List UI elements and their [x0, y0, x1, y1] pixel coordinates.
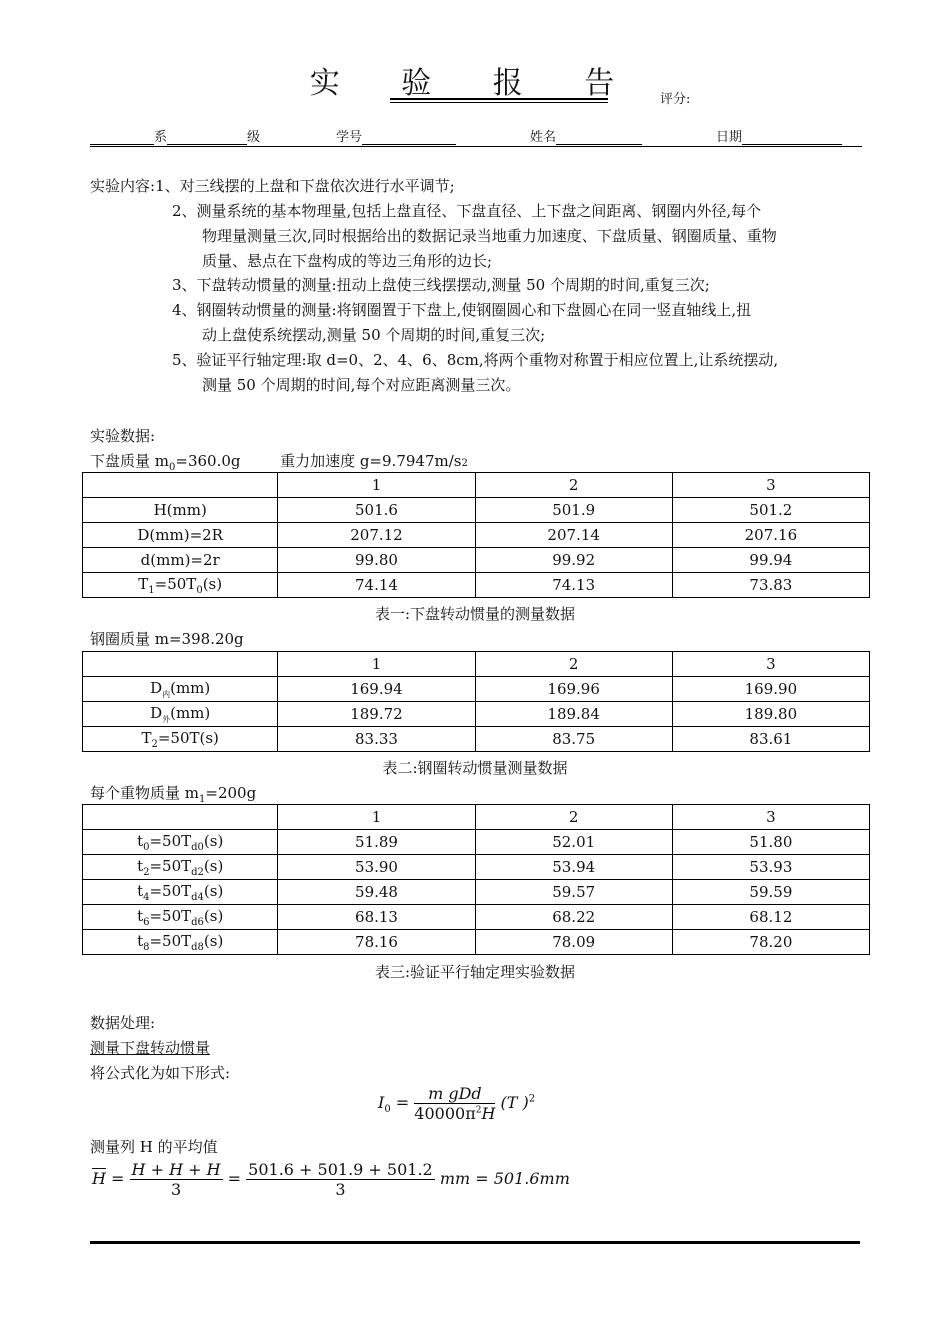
score-label: 评分:: [660, 92, 691, 107]
table-header-cell: 3: [672, 473, 869, 498]
row-label: $D_内(mm)$: [83, 677, 278, 702]
table-cell: 207.14: [475, 523, 672, 548]
table-cell: 169.96: [475, 677, 672, 702]
table-header-cell: 3: [672, 805, 869, 830]
table-row: [83, 880, 870, 905]
table-header-cell: 1: [278, 805, 475, 830]
name-field[interactable]: 姓名: [530, 126, 642, 145]
row-label: d(mm)=2r: [83, 548, 278, 573]
table-2: [82, 651, 870, 752]
table-cell: 51.80: [672, 830, 869, 855]
table-header-cell: 2: [475, 805, 672, 830]
table-cell: 74.13: [475, 573, 672, 598]
student-id-field[interactable]: 学号: [336, 126, 456, 145]
table-header-row: [83, 473, 870, 498]
table-cell: 68.22: [475, 905, 672, 930]
table-cell: 59.48: [278, 880, 475, 905]
table-cell: 169.90: [672, 677, 869, 702]
data-label: 实验数据:: [90, 427, 156, 445]
row-label: $D_外(mm)$: [83, 702, 278, 727]
table-header-cell: [83, 473, 278, 498]
table-cell: 78.09: [475, 930, 672, 955]
table-header-cell: 2: [475, 652, 672, 677]
content-item-3: 3、下盘转动惯量的测量:扭动上盘使三线摆摆动,测量 50 个周期的时间,重复三次;: [172, 276, 710, 294]
table-row: [83, 905, 870, 930]
title-underline: [390, 98, 608, 100]
content-label: 实验内容:1、对三线摆的上盘和下盘依次进行水平调节;: [90, 177, 455, 195]
table-cell: 501.9: [475, 498, 672, 523]
table-cell: 189.84: [475, 702, 672, 727]
table-row: [83, 702, 870, 727]
table-cell: 99.80: [278, 548, 475, 573]
content-item-5: 5、验证平行轴定理:取 d=0、2、4、6、8cm,将两个重物对称置于相应位置上,让系统摆动, 测量 50 个周期的时间,每个对应距离测量三次。: [172, 351, 779, 394]
row-label: $T_1=50T_0(s)$: [83, 573, 278, 598]
table-header-cell: [83, 652, 278, 677]
row-label: D(mm)=2R: [83, 523, 278, 548]
table2-preamble: 钢圈质量 m=398.20g: [90, 630, 244, 648]
table1-caption: 表一:下盘转动惯量的测量数据: [374, 605, 576, 623]
table-cell: 189.80: [672, 702, 869, 727]
table-cell: 53.90: [278, 855, 475, 880]
table-cell: 53.93: [672, 855, 869, 880]
footer-rule: [90, 1241, 860, 1244]
table-row: [83, 930, 870, 955]
table-cell: 59.57: [475, 880, 672, 905]
formula-mean-h: $\overline{H}$ = $\frac{H + H + H}{3}$ = $\frac{501.6 + 501.9 + 501.2}{3}$ mm = 501.6mm: [92, 1160, 570, 1199]
processing-label: 数据处理:: [90, 1014, 156, 1032]
table-cell: 78.20: [672, 930, 869, 955]
table1-preamble: 下盘质量 $m_0=360.0g$ 重力加速度 g=9.7947m/s2: [90, 452, 468, 473]
table-row: [83, 855, 870, 880]
table-row: [83, 727, 870, 752]
table-row: [83, 548, 870, 573]
table-cell: 68.12: [672, 905, 869, 930]
content-item-4: 4、钢圈转动惯量的测量:将钢圈置于下盘上,使钢圈圆心和下盘圆心在同一竖直轴线上,扭 动上盘使系统摆动,测量 50 个周期的时间,重复三次;: [172, 301, 752, 344]
table-cell: 189.72: [278, 702, 475, 727]
date-field[interactable]: 日期: [716, 126, 842, 145]
row-label: $t_2=50T_{d2}(s)$: [83, 855, 278, 880]
table-3: [82, 804, 870, 955]
table-cell: 501.6: [278, 498, 475, 523]
table-cell: 68.13: [278, 905, 475, 930]
row-label: $T_2=50T(s)$: [83, 727, 278, 752]
table-cell: 99.92: [475, 548, 672, 573]
table-cell: 83.33: [278, 727, 475, 752]
section-subtitle: 测量下盘转动惯量: [90, 1039, 211, 1057]
table-row: [83, 573, 870, 598]
content-item-2: 2、测量系统的基本物理量,包括上盘直径、下盘直径、上下盘之间距离、钢圈内外径,每个 物理量测量三次,同时根据给出的数据记录当地重力加速度、下盘质量、钢圈质量、重物 质量、悬点在下盘构成的等边三角形的边长;: [172, 202, 777, 270]
table-cell: 52.01: [475, 830, 672, 855]
table-cell: 51.89: [278, 830, 475, 855]
table-cell: 169.94: [278, 677, 475, 702]
table-row: [83, 523, 870, 548]
table-cell: 74.14: [278, 573, 475, 598]
table3-preamble: 每个重物质量 $m_1=200g$: [90, 784, 257, 805]
row-label: $t_0=50T_{d0}(s)$: [83, 830, 278, 855]
table-row: [83, 677, 870, 702]
row-label: $t_8=50T_{d8}(s)$: [83, 930, 278, 955]
table-cell: 207.12: [278, 523, 475, 548]
table-header-cell: 1: [278, 473, 475, 498]
title-underline-thin: [390, 102, 608, 103]
table-header-cell: 1: [278, 652, 475, 677]
table-cell: 53.94: [475, 855, 672, 880]
report-title: 实 验 报 告: [309, 66, 641, 101]
table-row: [83, 498, 870, 523]
table-cell: 83.61: [672, 727, 869, 752]
dept-field[interactable]: 系 级: [90, 126, 260, 145]
table-cell: 99.94: [672, 548, 869, 573]
table-header-cell: 2: [475, 473, 672, 498]
table-header-row: [83, 805, 870, 830]
header-rule: [90, 146, 862, 147]
table-row: [83, 830, 870, 855]
row-label: H(mm): [83, 498, 278, 523]
table3-caption: 表三:验证平行轴定理实验数据: [374, 963, 576, 981]
mean-label: 测量列 H 的平均值: [90, 1138, 218, 1156]
table-cell: 78.16: [278, 930, 475, 955]
table-cell: 207.16: [672, 523, 869, 548]
table-header-cell: 3: [672, 652, 869, 677]
table-cell: 59.59: [672, 880, 869, 905]
table-cell: 83.75: [475, 727, 672, 752]
table-header-cell: [83, 805, 278, 830]
table-cell: 501.2: [672, 498, 869, 523]
formula-intro: 将公式化为如下形式:: [90, 1064, 231, 1082]
row-label: $t_4=50T_{d4}(s)$: [83, 880, 278, 905]
table-1: [82, 472, 870, 598]
row-label: $t_6=50T_{d6}(s)$: [83, 905, 278, 930]
formula-moment-of-inertia: $I_0$ = $\frac{\text{m gDd}}{40000\pi^2H}$ (T )$^2$: [378, 1084, 536, 1123]
table-cell: 73.83: [672, 573, 869, 598]
table2-caption: 表二:钢圈转动惯量测量数据: [382, 759, 568, 777]
table-header-row: [83, 652, 870, 677]
